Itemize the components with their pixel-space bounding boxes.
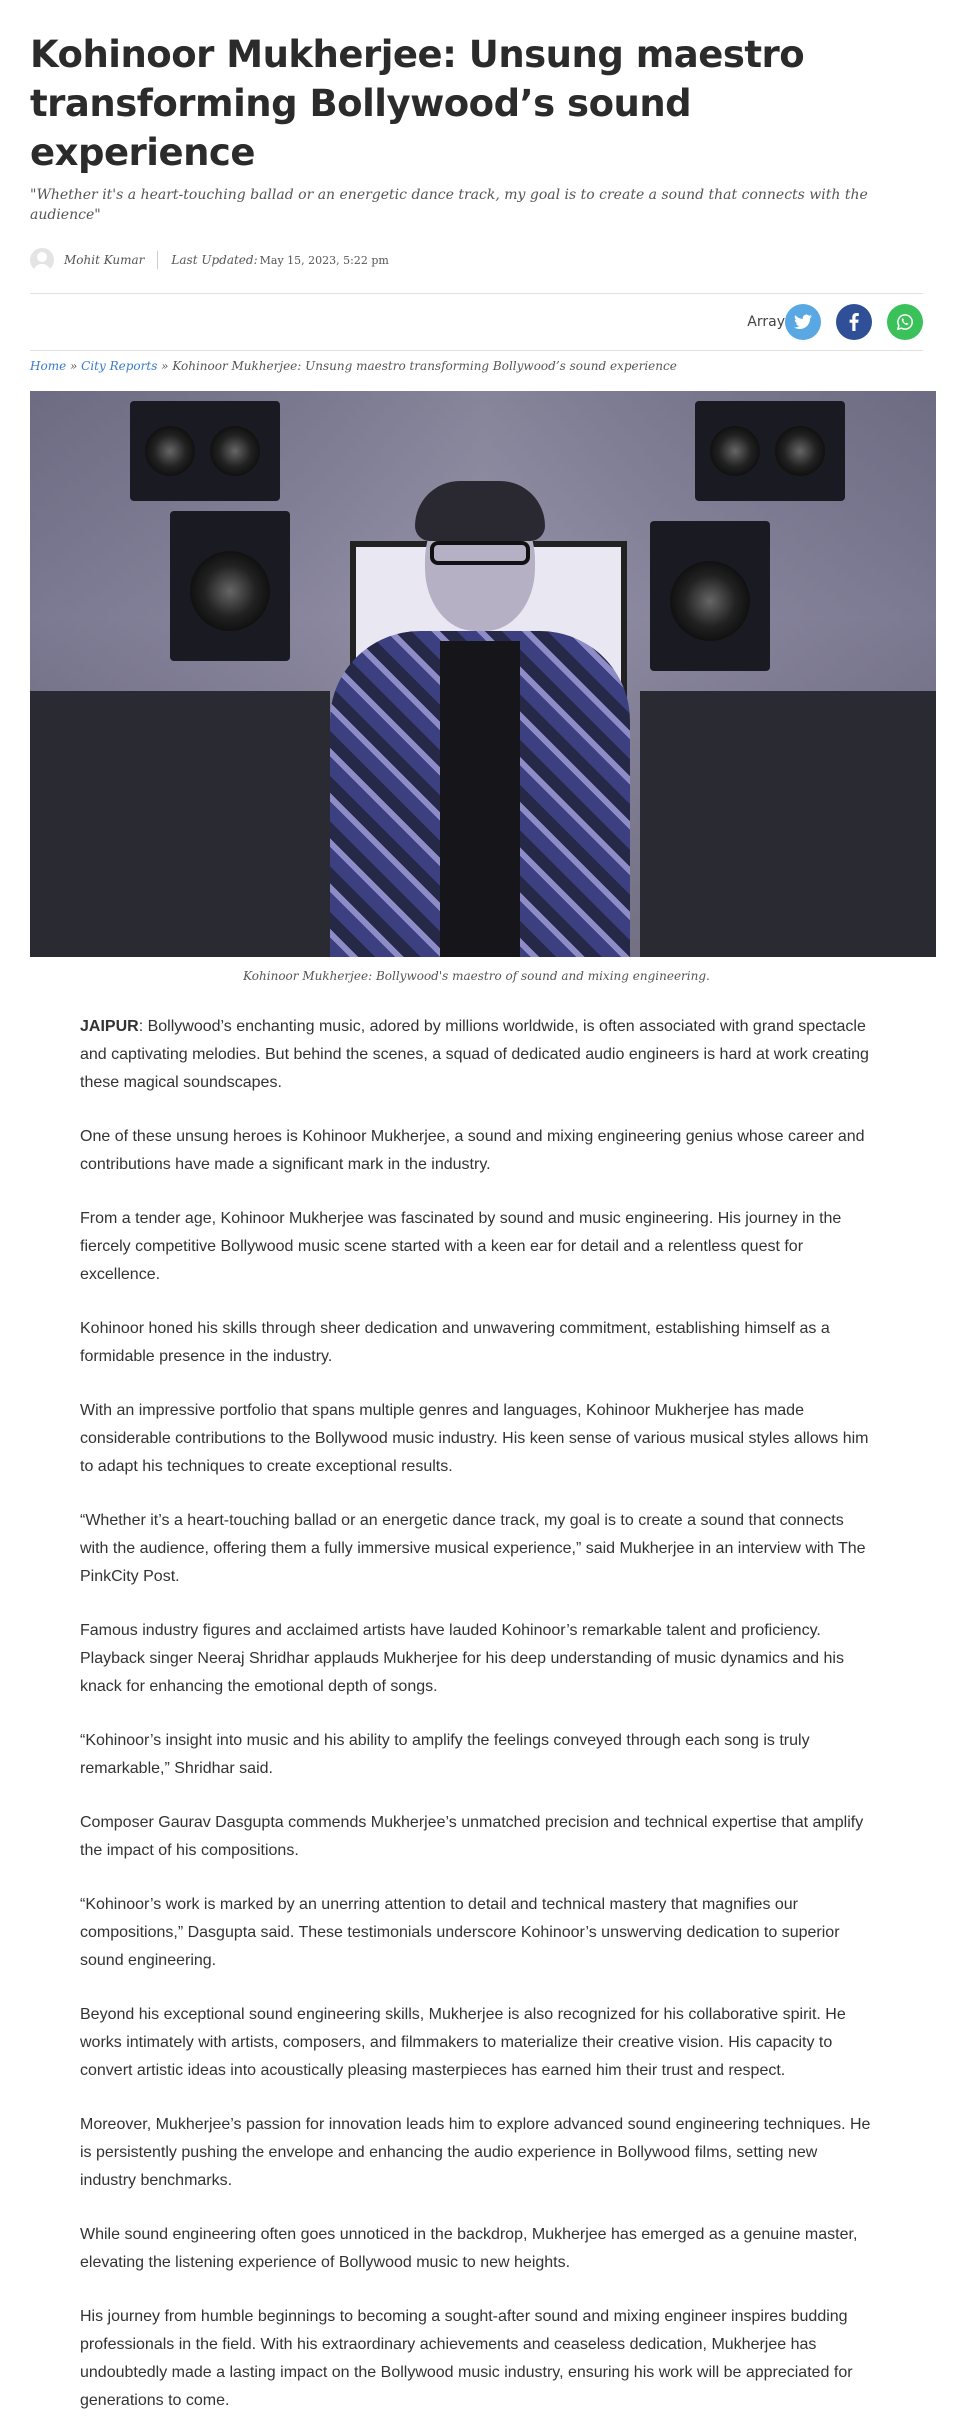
- article-page: [0, 30, 953, 2415]
- article-paragraph: Famous industry figures and acclaimed artists have lauded Kohinoor’s remarkable talent and proficiency. Playback singer Neeraj Shridhar applauds Mukherjee for his deep understanding of music dynamics and his knack for enhancing the emotional depth of songs.: [80, 1622, 844, 1695]
- author-avatar-icon: [30, 248, 54, 272]
- breadcrumb-section-link[interactable]: City Reports: [81, 359, 158, 373]
- image-caption: Kohinoor Mukherjee: Bollywood's maestro of sound and mixing engineering.: [243, 969, 710, 983]
- breadcrumb-separator: »: [157, 359, 173, 373]
- article-paragraph: JAIPUR: Bollywood’s enchanting music, adored by millions worldwide, is often associated with grand spectacle and captivating melodies. But behind the scenes, a squad of dedicated audio engineers is hard at work creating these magical soundscapes.: [80, 1018, 869, 1091]
- article-paragraph: Moreover, Mukherjee’s passion for innovation leads him to explore advanced sound engineering techniques. He is persistently pushing the envelope and enhancing the audio experience in Bollywood films, setting new industry benchmarks.: [80, 2116, 871, 2189]
- whatsapp-share-button[interactable]: [887, 304, 923, 340]
- article-paragraph: “Kohinoor’s insight into music and his ability to amplify the feelings conveyed through each song is truly remarkable,” Shridhar said.: [80, 1732, 810, 1777]
- breadcrumb-separator: »: [66, 359, 82, 373]
- featured-image: [30, 391, 936, 957]
- breadcrumb-home-link[interactable]: Home: [30, 359, 67, 373]
- article-paragraph: Beyond his exceptional sound engineering skills, Mukherjee is also recognized for his collaborative spirit. He works intimately with artists, composers, and filmmakers to materialize their creative vision. His capacity to convert artistic ideas into acoustically pleasing masterpieces has earned him their trust and respect.: [80, 2006, 846, 2079]
- article-body: [30, 989, 923, 2415]
- article-paragraph: Kohinoor honed his skills through sheer dedication and unwavering commitment, establishing himself as a formidable presence in the industry.: [80, 1320, 830, 1365]
- breadcrumb: [30, 359, 923, 379]
- twitter-icon: [794, 314, 812, 330]
- article-title: Kohinoor Mukherjee: Unsung maestro transforming Bollywood’s sound experience: [30, 33, 805, 174]
- article-paragraph: “Kohinoor’s work is marked by an unerring attention to detail and technical mastery that magnifies our compositions,” Dasgupta said. These testimonials underscore Kohinoor’s unswerving dedication to superior sound engineering.: [80, 1896, 840, 1969]
- facebook-icon: [849, 313, 859, 331]
- updated-label: Last Updated:: [171, 253, 258, 267]
- share-label: Array: [747, 314, 785, 330]
- meta-divider: [157, 251, 158, 269]
- article-meta: [30, 245, 923, 275]
- article-subtitle: "Whether it's a heart-touching ballad or an energetic dance track, my goal is to create a sound that connects with the audience": [30, 187, 868, 223]
- article-paragraph: Composer Gaurav Dasgupta commends Mukherjee’s unmatched precision and technical expertise that amplify the impact of his compositions.: [80, 1814, 864, 1859]
- dateline: JAIPUR: [80, 1018, 139, 1035]
- share-divider: [30, 350, 923, 351]
- breadcrumb-current: Kohinoor Mukherjee: Unsung maestro transforming Bollywood’s sound experience: [172, 359, 677, 373]
- updated-date: May 15, 2023, 5:22 pm: [259, 253, 389, 267]
- article-paragraph: From a tender age, Kohinoor Mukherjee was fascinated by sound and music engineering. His journey in the fiercely competitive Bollywood music scene started with a keen ear for detail and a relentless quest for excellence.: [80, 1210, 842, 1283]
- author-name[interactable]: Mohit Kumar: [64, 253, 145, 267]
- share-bar: [30, 294, 923, 350]
- article-paragraph: One of these unsung heroes is Kohinoor Mukherjee, a sound and mixing engineering genius whose career and contributions have made a significant mark in the industry.: [80, 1128, 865, 1173]
- article-paragraph: With an impressive portfolio that spans multiple genres and languages, Kohinoor Mukherjee has made considerable contributions to the Bollywood music industry. His keen sense of various musical styles allows him to adapt his techniques to create exceptional results.: [80, 1402, 869, 1475]
- article-paragraph: His journey from humble beginnings to becoming a sought-after sound and mixing engineer inspires budding professionals in the field. With his extraordinary achievements and ceaseless dedication, Mukherjee has undoubtedly made a lasting impact on the Bollywood music industry, ensuring his work will be appreciated for generations to come.: [80, 2308, 853, 2409]
- whatsapp-icon: [896, 313, 914, 331]
- article-paragraph: “Whether it’s a heart-touching ballad or an energetic dance track, my goal is to create a sound that connects with the audience, offering them a fully immersive musical experience,” said Mukherjee in an interview with The PinkCity Post.: [80, 1512, 866, 1585]
- twitter-share-button[interactable]: [785, 304, 821, 340]
- article-paragraph: While sound engineering often goes unnoticed in the backdrop, Mukherjee has emerged as a genuine master, elevating the listening experience of Bollywood music to new heights.: [80, 2226, 858, 2271]
- facebook-share-button[interactable]: [836, 304, 872, 340]
